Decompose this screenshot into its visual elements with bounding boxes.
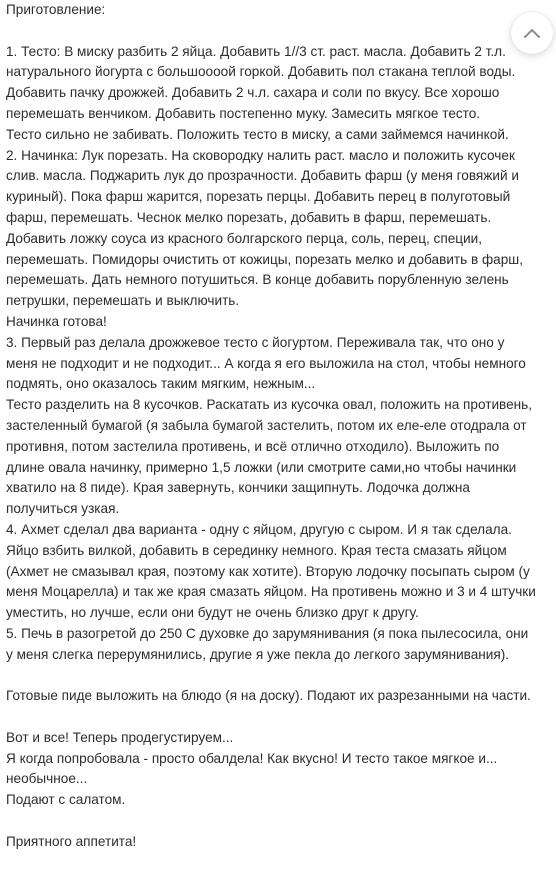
text-line: застеленный бумагой (я забыла бумагой застелить, потом их еле-еле отодрала от (6, 417, 527, 433)
paragraph-spacer (6, 707, 556, 728)
text-line: Вот и все! Теперь продегустируем... (6, 729, 234, 745)
text-line: перемешать венчиком. Добавить постепенно муку. Замесить мягкое тесто. (6, 105, 481, 121)
text-line: Подают с салатом. (6, 792, 126, 808)
paragraph (6, 686, 556, 707)
text-line: 1. Тесто: В миску разбить 2 яйца. Добавить 1//3 ст. раст. масла. Добавить 2 т.л. (6, 43, 506, 59)
text-line: Тесто сильно не забивать. Положить тесто в миску, а сами займемся начинкой. (6, 126, 509, 142)
paragraph (6, 832, 556, 853)
text-line: Начинка готова! (6, 313, 107, 329)
paragraph-spacer (6, 666, 556, 687)
text-line: необычное... (6, 771, 88, 787)
text-line: у меня слегка перерумянились, другие я уже пекла до легкого зарумянивания). (6, 646, 510, 662)
text-line: петрушки, перемешать и выключить. (6, 293, 240, 309)
text-line: перемешать. Помидоры очистить от кожицы, порезать мелко и добавить в фарш, (6, 251, 523, 267)
scroll-to-top-button[interactable] (511, 12, 553, 54)
recipe-article (6, 0, 556, 853)
chevron-up-icon (523, 27, 541, 39)
text-line: Я когда попробовала - просто обалдела! Как вкусно! И тесто такое мягкое и... (6, 750, 498, 766)
paragraph (6, 728, 556, 811)
text-line: слив. масла. Поджарить лук до прозрачности. Добавить фарш (у меня говяжий и (6, 168, 519, 184)
text-line: длине овала начинку, примерно 1,5 ложки (или смотрите сами,но чтобы начинки (6, 459, 517, 475)
text-line: Готовые пиде выложить на блюдо (я на доску). Подают их разрезанными на части. (6, 688, 531, 704)
text-line: подмять, оно оказалось таким мягким, нежным... (6, 376, 316, 392)
text-line: 2. Начинка: Лук порезать. На сковородку налить раст. масло и положить кусочек (6, 147, 515, 163)
text-line: 4. Ахмет сделал два варианта - одну с яйцом, другую с сыром. И я так сделала. (6, 521, 512, 537)
text-line: фарш, перемешать. Чеснок мелко порезать, добавить в фарш, перемешать. (6, 209, 492, 225)
text-line: Добавить пачку дрожжей. Добавить 2 ч.л. сахара и соли по вкусу. Все хорошо (6, 85, 500, 101)
text-line: противня, потом застелила противень, и всё отлично отходило). Выложить по (6, 438, 500, 454)
text-line: Яйцо взбить вилкой, добавить в серединку немного. Края теста смазать яйцом (6, 542, 507, 558)
text-line: меня Моцарелла) и так же края смазать яйцом. На противень можно и 3 и 4 штучки (6, 584, 536, 600)
text-line: куриный). Пока фарш жарится, порезать перцы. Добавить перец в полуготовый (6, 189, 511, 205)
paragraph (6, 42, 556, 666)
text-line: Добавить ложку соуса из красного болгарского перца, соль, перец, специи, (6, 230, 482, 246)
text-line: меня не подходит и не подходит... А когда я его выложила на стол, чтобы немного (6, 355, 526, 371)
text-line: Приятного аппетита! (6, 833, 137, 849)
text-line: (Ахмет не смазывал края, поэтому как хотите). Вторую лодочку посыпать сыром (у (6, 563, 530, 579)
text-line: хватило на 8 пиде). Края завернуть, кончики защипнуть. Лодочка должна (6, 480, 470, 496)
text-line: натурального йогурта с большоооой горкой. Добавить пол стакана теплой воды. (6, 64, 516, 80)
text-line: перемешать. Дать немного потушиться. В конце добавить порубленную зелень (6, 272, 509, 288)
paragraph-spacer (6, 811, 556, 832)
text-line: уместить, но лучше, если они будут не очень близко друг к другу. (6, 605, 419, 621)
recipe-body (6, 21, 556, 853)
text-line: 5. Печь в разогретой до 250 С духовке до зарумянивания (я пока пылесосила, они (6, 625, 529, 641)
paragraph-spacer (6, 21, 556, 42)
text-line: Тесто разделить на 8 кусочков. Раскатать из кусочка овал, положить на противень, (6, 397, 533, 413)
text-line: получиться узкая. (6, 501, 120, 517)
section-heading: Приготовление: (6, 2, 106, 17)
text-line: 3. Первый раз делала дрожжевое тесто с йогуртом. Переживала так, что оно у (6, 334, 505, 350)
